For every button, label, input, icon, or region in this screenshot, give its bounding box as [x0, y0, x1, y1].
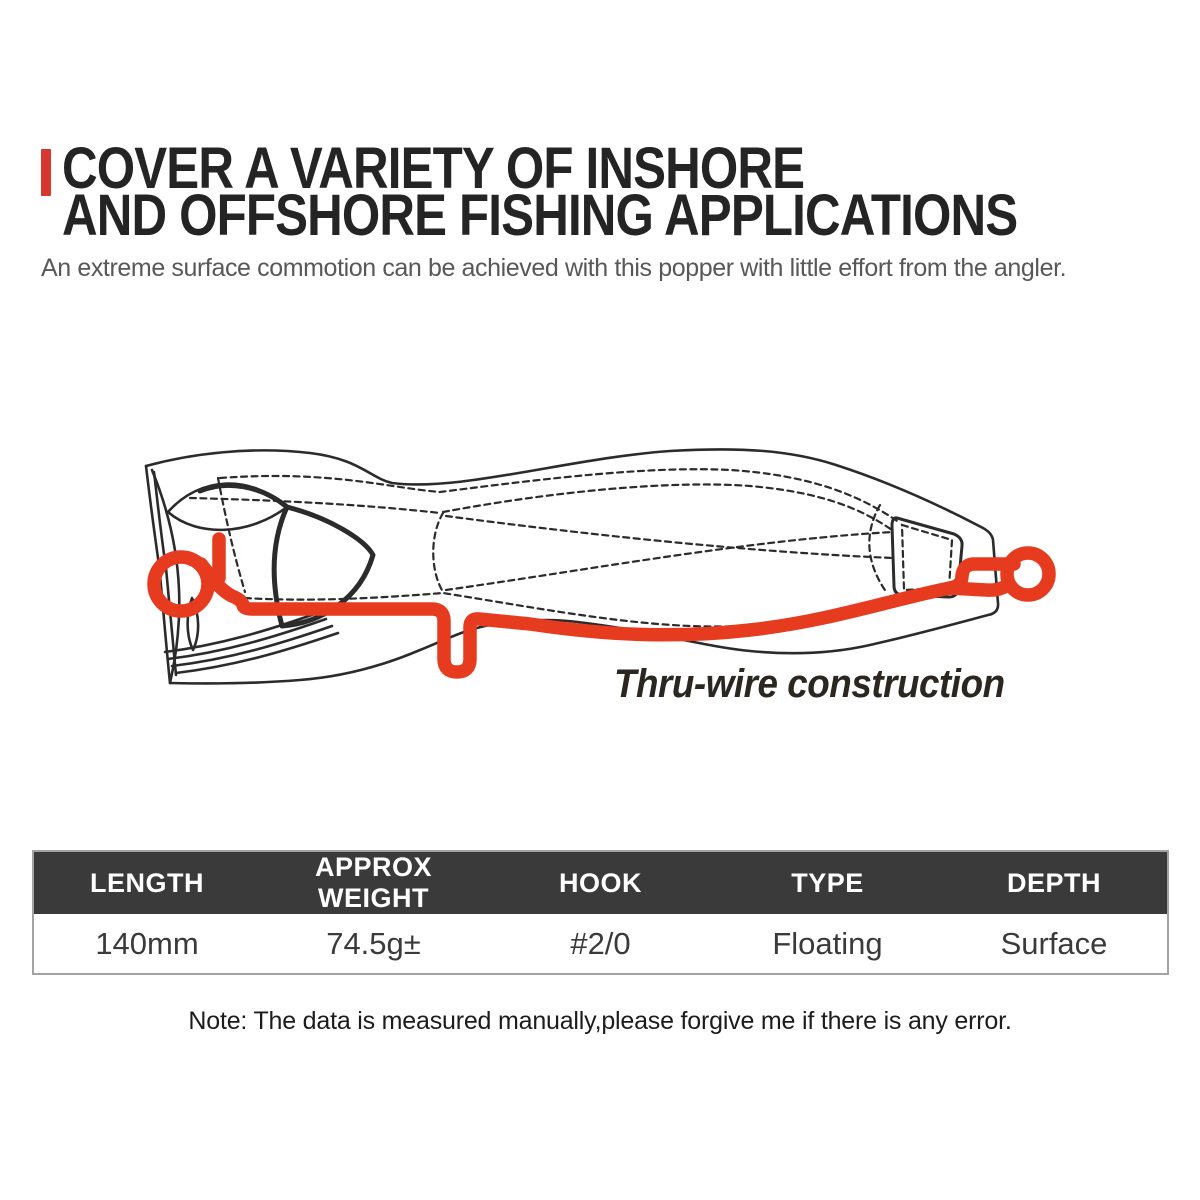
col-approx-weight: APPROX WEIGHT	[260, 851, 487, 914]
wire-tail-loop	[1007, 553, 1049, 595]
col-type: TYPE	[714, 851, 941, 914]
title-accent-bar	[41, 149, 51, 196]
col-hook: HOOK	[487, 851, 714, 914]
value-hook: #2/0	[487, 914, 714, 974]
page-title-line2: AND OFFSHORE FISHING APPLICATIONS	[62, 183, 1018, 248]
note-text: Note: The data is measured manually,please forgive me if there is any error.	[188, 1007, 1012, 1035]
diagram-caption: Thru-wire construction	[614, 662, 1005, 706]
page-title	[62, 136, 1018, 248]
spec-table-value-row	[33, 914, 1168, 974]
description-text: An extreme surface commotion can be achieved with this popper with little effort from the angler.	[41, 254, 1067, 282]
spec-table-header	[33, 851, 1168, 914]
spec-table	[32, 850, 1169, 975]
dashed-top-line-1	[220, 469, 900, 523]
value-length: 140mm	[33, 914, 260, 974]
dashed-tail-recess-inset	[902, 525, 952, 590]
wire-tail-lower	[950, 586, 1006, 590]
thru-wire-diagram	[130, 440, 1070, 740]
col-depth: DEPTH	[941, 851, 1168, 914]
value-depth: Surface	[941, 914, 1168, 974]
dashed-bore-top	[190, 498, 440, 513]
page-title-line1: COVER A VARIETY OF INSHORE	[62, 136, 805, 201]
lure-body-outline	[146, 449, 998, 683]
value-type: Floating	[714, 914, 941, 974]
spec-table-body	[33, 914, 1168, 974]
col-length: LENGTH	[33, 851, 260, 914]
dashed-bore-mouth	[433, 513, 443, 592]
cup-petal-accent	[200, 485, 287, 507]
dashed-cross-2	[446, 532, 893, 590]
spec-table-header-row	[33, 851, 1168, 914]
value-approx-weight: 74.5g±	[260, 914, 487, 974]
thru-wire	[154, 539, 1049, 672]
